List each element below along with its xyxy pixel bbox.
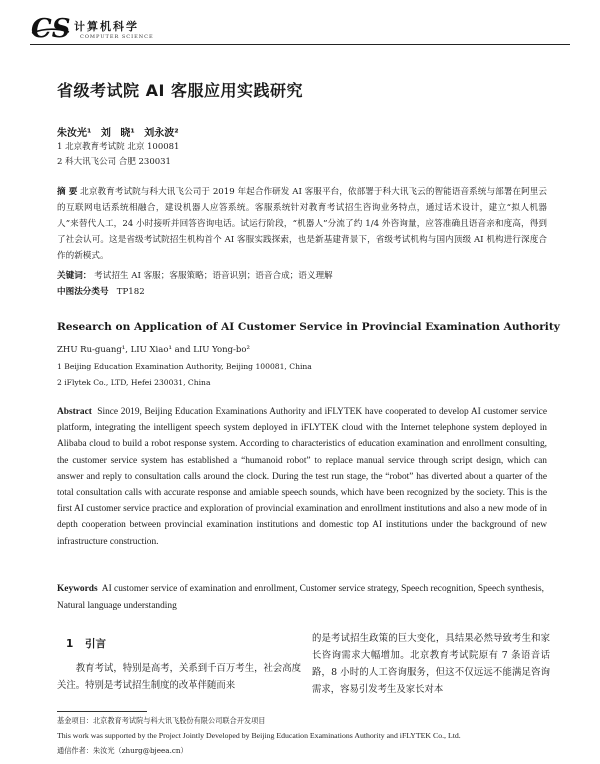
paper-title-cn: 省级考试院 AI 客服应用实践研究 bbox=[57, 81, 303, 100]
footnote-funding-cn: 基金项目：北京教育考试院与科大讯飞股份有限公司联合开发项目 bbox=[57, 716, 266, 725]
section-title: 引言 bbox=[84, 638, 106, 650]
journal-header bbox=[30, 12, 180, 48]
authors-cn: 朱汝光¹ 刘 晓¹ 刘永波² bbox=[57, 128, 179, 139]
logo-letters: CS bbox=[31, 14, 70, 44]
affiliation-en-2: 2 iFlytek Co., LTD, Hefei 230031, China bbox=[57, 378, 211, 387]
keywords-en-label: Keywords bbox=[57, 584, 98, 594]
journal-name-cn: 计算机科学 bbox=[74, 20, 139, 33]
keywords-cn-text: 考试招生 AI 客服；客服策略；语音识别；语音合成；语义理解 bbox=[94, 271, 333, 281]
abstract-en-label: Abstract bbox=[57, 407, 92, 417]
footnote-funding-en: This work was supported by the Project Jointly Developed by Beijing Education Examinations Authority and iFLYTEK Co., Ltd. bbox=[57, 731, 461, 740]
footnote-rule bbox=[57, 711, 147, 712]
paper-title-en: Research on Application of AI Customer Service in Provincial Examination Authority bbox=[57, 321, 560, 333]
section-number: 1 bbox=[66, 638, 74, 650]
body-right-paragraph: 的是考试招生政策的巨大变化，具结果必然导致考生和家长咨询需求大幅增加。北京教育考试院原有 7 条语音话路，8 小时的人工咨询服务，但这不仅远远不能满足咨询需求，容易引发考生及家长对本 bbox=[312, 633, 550, 695]
keywords-en-text: AI customer service of examination and enrollment, Customer service strategy, Speech recognition, Speech synthesis, Natural language understanding bbox=[57, 584, 545, 611]
body-left-paragraph: 教育考试，特别是高考，关系到千百万考生，社会高度关注。特别是考试招生制度的改革伴随而来 bbox=[57, 663, 301, 691]
section-heading bbox=[66, 636, 106, 651]
abstract-en-text: Since 2019, Beijing Education Examinations Authority and iFLYTEK have cooperated to develop AI customer service platform, integrating the intelligent speech system deployed in iFLYTEK cloud with the Internet telephone system deployed in Alibaba cloud to build a robot response system. According to characteristics of education examination and enrollment consulting, the customer service system has established a “humanoid robot” to replace manual service through script design, which can answer and reply to consultation calls around the clock. During the test run stage, the “robot” has diverted about a quarter of the total consultation calls with accurate response and amiable speech sounds, which have been recognized by the society. This is the first AI customer service practice and exploration of provincial examination and enrollment institutions and also a new mode of in depth cooperation between provincial examination institutions and domestic top AI institutions under the background of new infrastructure construction. bbox=[57, 407, 547, 547]
body-left-column bbox=[57, 660, 301, 694]
journal-name-en: COMPUTER SCIENCE bbox=[80, 34, 154, 40]
keywords-cn bbox=[57, 268, 547, 284]
abstract-cn-label: 摘 要 bbox=[57, 187, 78, 197]
body-right-column bbox=[312, 630, 550, 698]
affiliation-en-1: 1 Beijing Education Examination Authority, Beijing 100081, China bbox=[57, 362, 312, 371]
abstract-cn-text: 北京教育考试院与科大讯飞公司于 2019 年起合作研发 AI 客服平台，依部署于科大讯飞云的智能语音系统与部署在阿里云的互联网电话系统相融合，建设机器人应答系统。客服系统针对教育考试招生咨询业务特点，通过话术设计，建立“拟人机器人”来替代人工，24 小时接听并回答咨询电话。试运行阶段，“机器人”分流了约 1/4 外咨询量，应答准确且语音亲和度高，得到了社会认可。这是省级考试院招生机构首个 AI 客服实践探索，也是新基建背景下，省级考试机构与国内顶级 AI 机构进行深度合作的新模式。 bbox=[57, 187, 547, 261]
journal-logo-icon bbox=[30, 12, 70, 44]
header-rule bbox=[30, 44, 570, 45]
affiliation-cn-2: 2 科大讯飞公司 合肥 230031 bbox=[57, 157, 171, 167]
footnote-corresponding-author: 通信作者：朱汝光（zhurg@bjeea.cn） bbox=[57, 746, 188, 755]
keywords-en bbox=[57, 581, 547, 614]
authors-en: ZHU Ru-guang¹, LIU Xiao¹ and LIU Yong-bo² bbox=[57, 345, 250, 355]
abstract-en bbox=[57, 404, 547, 550]
abstract-cn bbox=[57, 184, 547, 264]
clc-number bbox=[57, 284, 145, 300]
keywords-cn-label: 关键词： bbox=[57, 271, 92, 281]
affiliation-cn-1: 1 北京教育考试院 北京 100081 bbox=[57, 142, 180, 152]
clc-label: 中图法分类号 bbox=[57, 287, 109, 297]
clc-value: TP182 bbox=[116, 287, 145, 297]
